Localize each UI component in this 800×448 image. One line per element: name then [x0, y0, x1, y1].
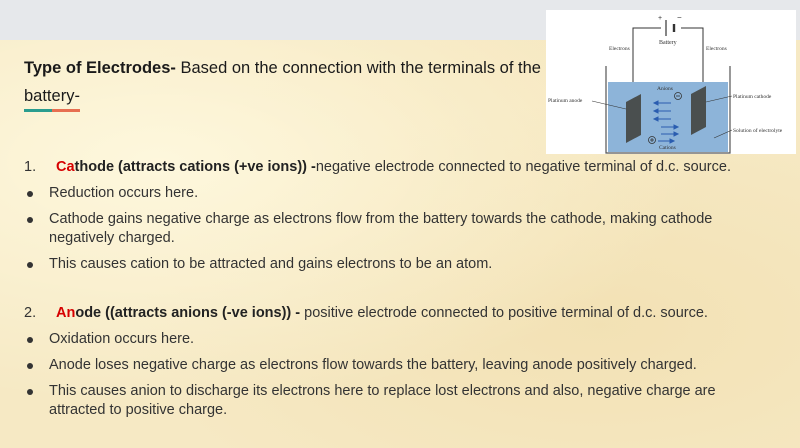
electrolysis-diagram: [546, 10, 796, 154]
title-bold: Type of Electrodes-: [24, 59, 176, 77]
cathode-bold-text: thode (attracts cations (+ve ions)) -: [74, 159, 316, 175]
cathode-plate: [691, 86, 706, 135]
anions-label: Anions: [657, 86, 673, 92]
cations-label: Cations: [659, 145, 676, 151]
bullet-text: Cathode gains negative charge as electrons flow from the battery towards the cathode, making cathode negatively charged.: [49, 211, 713, 246]
electrolyte-label: Solution of electrolyte: [733, 128, 783, 134]
anode-plate: [626, 94, 641, 143]
list-item: [24, 356, 776, 375]
bullet-text: Anode loses negative charge as electrons flow towards the battery, leaving anode positively charged.: [49, 357, 697, 373]
anode-label: Platinum anode: [548, 98, 583, 104]
list-item: [24, 382, 776, 420]
section-gap: [24, 281, 776, 304]
bullet-text: This causes anion to discharge its electrons here to replace lost electrons and also, negative charge are attracted to positive charge.: [49, 383, 716, 418]
cathode-description: negative electrode connected to negative terminal of d.c. source.: [315, 159, 731, 175]
bullet-text: Oxidation occurs here.: [49, 331, 195, 347]
bullet-icon: [27, 191, 33, 197]
list-item: [24, 255, 776, 274]
electrons-right-label: Electrons: [706, 46, 727, 52]
slide-content: [24, 158, 776, 427]
bullet-text: This causes cation to be attracted and gains electrons to be an atom.: [49, 256, 493, 272]
list-item: [24, 184, 776, 203]
list-number: 1.: [24, 159, 37, 175]
bullet-icon: [27, 363, 33, 369]
anode-bold-text: ode ((attracts anions (-ve ions)) -: [75, 305, 305, 321]
anode-description: positive electrode connected to positive terminal of d.c. source.: [304, 305, 708, 321]
battery-label: Battery: [659, 40, 677, 46]
electrons-left-label: Electrons: [609, 46, 630, 52]
electrolysis-svg: [546, 10, 796, 154]
anode-heading: [24, 304, 776, 323]
cathode-red-prefix: Ca: [56, 159, 75, 175]
bullet-icon: [27, 262, 33, 268]
bullet-icon: [27, 337, 33, 343]
title-underlined-text: battery-: [24, 87, 80, 105]
title-underlined-word: [24, 82, 80, 110]
bullet-icon: [27, 389, 33, 395]
battery-minus: −: [677, 13, 682, 22]
bullet-text: Reduction occurs here.: [49, 185, 199, 201]
slide-title: [24, 54, 544, 110]
cathode-label: Platinum cathode: [733, 94, 772, 100]
title-rest: Based on the connection with the terminals of the: [175, 59, 541, 77]
list-number: 2.: [24, 305, 37, 321]
anode-red-prefix: An: [56, 305, 76, 321]
underline-bar: [24, 109, 80, 112]
list-item: [24, 330, 776, 349]
list-item: [24, 210, 776, 248]
cathode-heading: [24, 158, 776, 177]
battery-plus: +: [658, 15, 663, 22]
bullet-icon: [27, 217, 33, 223]
